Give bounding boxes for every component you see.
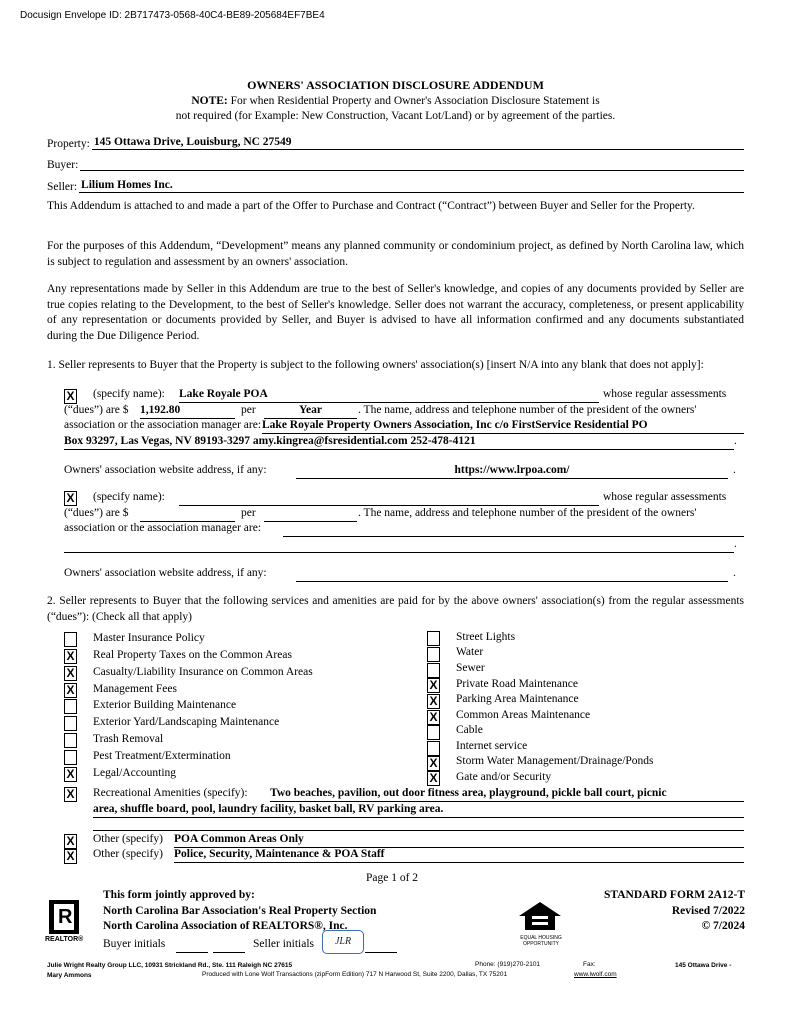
label-gate-security: Gate and/or Security [456,771,552,783]
assoc1-manager-line1[interactable]: Lake Royale Property Owners Association, Inc c/o FirstService Residential PO [262,419,744,434]
assoc1-manager-line2[interactable]: Box 93297, Las Vegas, NV 89193-3297 amy.kingrea@fsresidential.com 252-478-4121 [64,435,734,450]
buyer-field [47,157,744,171]
assoc1-website-dot: . [733,464,736,476]
page-number: Page 1 of 2 [366,872,419,884]
assoc2-manager-line2[interactable] [64,538,734,553]
assoc2-president-text: . The name, address and telephone number of the president of the owners' [358,507,697,519]
property-field [47,136,744,150]
assoc2-period[interactable] [264,507,357,522]
checkbox-property-taxes[interactable]: X [64,649,77,664]
assoc1-specify-label: (specify name): [93,388,165,400]
label-other-1: Other (specify) [93,833,163,845]
seller-initial-2[interactable] [365,940,397,953]
checkbox-master-insurance[interactable] [64,632,77,647]
checkbox-street-lights[interactable] [427,631,440,646]
assoc2-per: per [241,507,256,519]
checkbox-pest-treatment[interactable] [64,750,77,765]
checkbox-management-fees[interactable]: X [64,683,77,698]
assoc2-period-dot: . [734,538,737,550]
footer-phone: Phone: (919)270-2101 [475,961,541,968]
buyer-initial-2[interactable] [213,940,245,953]
note-line2: not required (for Example: New Construction, Vacant Lot/Land) or by agreement of the parties. [175,110,616,122]
assoc1-whose: whose regular assessments [603,388,727,400]
label-common-areas: Common Areas Maintenance [456,709,591,721]
assoc1-amount[interactable]: 1,192.80 [140,404,235,419]
footer-produced: Produced with Lone Wolf Transactions (zipForm Edition) 717 N Harwood St, Suite 2200, Dallas, TX 75201 [202,971,508,978]
other-2-value[interactable]: Police, Security, Maintenance & POA Staff [174,848,744,863]
label-recreational: Recreational Amenities (specify): [93,787,248,799]
assoc1-manager-label: association or the association manager are: [64,419,262,431]
approved-by: This form jointly approved by: [103,889,255,901]
seller-initial-signature[interactable]: JLR [322,930,364,954]
seller-label: Seller: [47,181,78,193]
footer-agent: Mary Ammons [47,972,92,979]
footer-url[interactable]: www.lwolf.com [574,971,617,978]
paragraph-development: For the purposes of this Addendum, “Development” means any planned community or condominium project, as defined by North Carolina law, which is subject to regulation and assessment by an owners' association. [47,240,744,268]
label-legal-accounting: Legal/Accounting [93,767,177,779]
label-other-2: Other (specify) [93,848,163,860]
label-management-fees: Management Fees [93,683,177,695]
assoc1-name[interactable]: Lake Royale POA [179,388,599,403]
checkbox-storm-water[interactable]: X [427,756,440,771]
checkbox-common-areas[interactable]: X [427,710,440,725]
label-exterior-yard: Exterior Yard/Landscaping Maintenance [93,716,280,728]
note-line1: For when Residential Property and Owner's Association Disclosure Statement is [230,95,600,107]
label-water: Water [456,646,484,658]
nc-realtors: North Carolina Association of REALTORS®, Inc. [103,920,348,932]
assoc2-checkbox[interactable]: X [64,491,77,506]
realtor-logo-text: REALTOR® [45,936,84,943]
envelope-id: Docusign Envelope ID: 2B717473-0568-40C4-BE89-205684EF7BE4 [20,10,325,21]
footer-agency: Julie Wright Realty Group LLC, 10931 Strickland Rd., Ste. 111 Raleigh NC 27615 [47,962,293,969]
nc-bar-association: North Carolina Bar Association's Real Property Section [103,905,377,917]
equal-housing-text: EQUAL HOUSING OPPORTUNITY [520,935,562,947]
assoc1-website-label: Owners' association website address, if any: [64,464,267,476]
label-casualty-insurance: Casualty/Liability Insurance on Common Areas [93,666,313,678]
recreational-line3[interactable] [93,819,744,831]
equal-housing-icon [515,900,565,934]
property-value[interactable]: 145 Ottawa Drive, Louisburg, NC 27549 [92,136,744,150]
note-label: NOTE: [191,95,228,107]
checkbox-parking-area[interactable]: X [427,694,440,709]
checkbox-trash-removal[interactable] [64,733,77,748]
assoc1-per: per [241,404,256,416]
checkbox-other-2[interactable]: X [64,849,77,864]
assoc1-president-text: . The name, address and telephone number of the president of the owners' [358,404,697,416]
label-sewer: Sewer [456,662,485,674]
assoc2-website-dot: . [733,567,736,579]
buyer-value[interactable] [80,157,744,171]
footer-property: 145 Ottawa Drive - [675,962,732,969]
copyright: © 7/2024 [701,920,745,932]
revised-date: Revised 7/2022 [671,905,745,917]
buyer-label: Buyer: [47,159,79,171]
checkbox-legal-accounting[interactable]: X [64,767,77,782]
checkbox-exterior-building[interactable] [64,699,77,714]
checkbox-internet[interactable] [427,741,440,756]
label-pest-treatment: Pest Treatment/Extermination [93,750,231,762]
assoc2-website-label: Owners' association website address, if any: [64,567,267,579]
label-master-insurance: Master Insurance Policy [93,632,205,644]
seller-field [47,179,744,193]
checkbox-gate-security[interactable]: X [427,771,440,786]
other-1-value[interactable]: POA Common Areas Only [174,833,744,848]
buyer-initials-label: Buyer initials [103,938,166,950]
section-1-intro: 1. Seller represents to Buyer that the Property is subject to the following owners' association(s) [insert N/A into any blank that does not apply]: [47,359,704,371]
assoc2-amount[interactable] [140,507,235,522]
assoc1-website[interactable]: https://www.lrpoa.com/ [296,464,728,479]
assoc2-manager-label: association or the association manager are: [64,522,262,534]
label-private-road: Private Road Maintenance [456,678,578,690]
label-property-taxes: Real Property Taxes on the Common Areas [93,649,292,661]
paragraph-addendum: This Addendum is attached to and made a part of the Offer to Purchase and Contract (“Contract”) between Buyer and Seller for the Property. [47,200,695,212]
recreational-line1[interactable]: Two beaches, pavilion, out door fitness area, playground, pickle ball court, picnic [270,787,744,802]
footer-fax: Fax: [583,961,596,968]
label-storm-water: Storm Water Management/Drainage/Ponds [456,755,654,767]
checkbox-exterior-yard[interactable] [64,716,77,731]
label-trash-removal: Trash Removal [93,733,164,745]
document-title: OWNERS' ASSOCIATION DISCLOSURE ADDENDUM [247,78,544,92]
realtor-logo-icon: R [49,900,79,934]
note [0,94,791,124]
seller-value[interactable]: Lilium Homes Inc. [79,179,744,193]
property-label: Property: [47,138,90,150]
checkbox-recreational[interactable]: X [64,787,77,802]
assoc1-dues-label: (“dues”) are $ [64,404,129,416]
assoc2-specify-label: (specify name): [93,491,165,503]
standard-form: STANDARD FORM 2A12-T [604,889,745,901]
paragraph-representations: Any representations made by Seller in this Addendum are true to the best of Seller's knowledge, and copies of any documents provided by Seller are true copies relating to the Development, to the best of Seller's knowledge. Seller does not warrant the accuracy, completeness, or present applicability of any representation or documents provided by Seller, and Buyer is advised to have all information confirmed and any documents substantiated during the Due Diligence Period. [47,283,744,342]
label-parking-area: Parking Area Maintenance [456,693,579,705]
buyer-initial-1[interactable] [176,940,208,953]
label-internet: Internet service [456,740,528,752]
label-street-lights: Street Lights [456,631,516,643]
assoc2-whose: whose regular assessments [603,491,727,503]
checkbox-sewer[interactable] [427,663,440,678]
checkbox-private-road[interactable]: X [427,678,440,693]
checkbox-other-1[interactable]: X [64,834,77,849]
assoc2-name[interactable] [179,491,599,506]
checkbox-casualty-insurance[interactable]: X [64,666,77,681]
recreational-line2[interactable]: area, shuffle board, pool, laundry facility, basket ball, RV parking area. [93,803,744,818]
label-exterior-building: Exterior Building Maintenance [93,699,237,711]
seller-initials-label: Seller initials [253,938,315,950]
assoc1-period-dot: . [734,435,737,447]
assoc2-dues-label: (“dues”) are $ [64,507,129,519]
section-2-intro: 2. Seller represents to Buyer that the following services and amenities are paid for by the above owners' association(s) from the regular assessments (“dues”): (Check all that apply) [47,595,744,623]
checkbox-water[interactable] [427,647,440,662]
assoc1-period[interactable]: Year [264,404,357,419]
label-cable: Cable [456,724,483,736]
assoc1-checkbox[interactable]: X [64,389,77,404]
assoc2-manager-line1[interactable] [283,522,744,537]
checkbox-cable[interactable] [427,725,440,740]
assoc2-website[interactable] [296,567,728,582]
